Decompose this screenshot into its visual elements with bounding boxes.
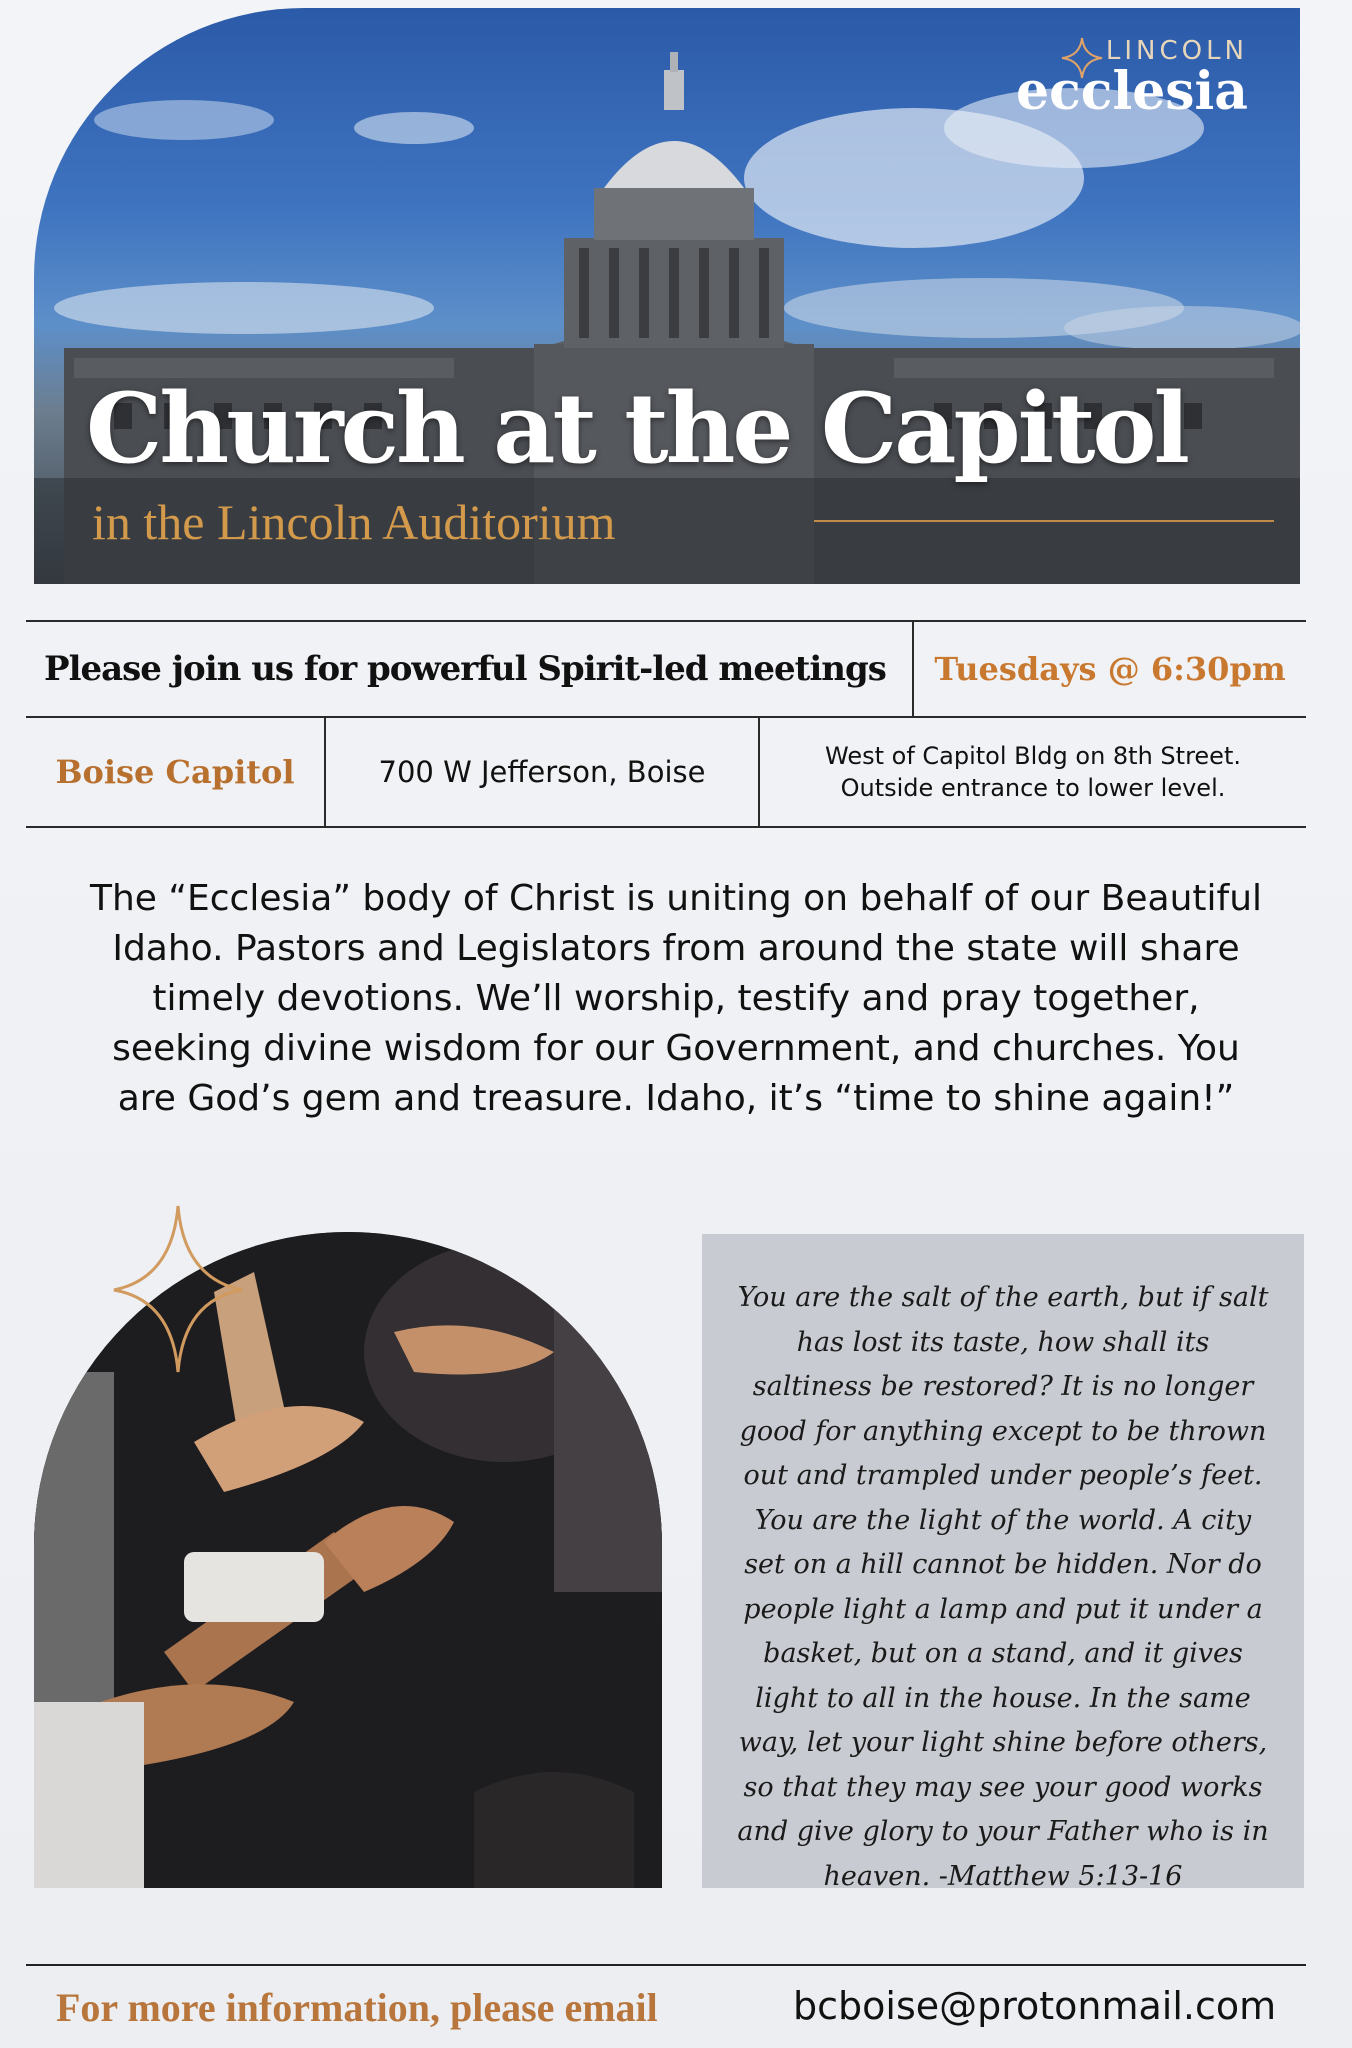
sparkle-icon bbox=[112, 1204, 244, 1374]
address: 700 W Jefferson, Boise bbox=[378, 755, 706, 789]
schedule: Tuesdays @ 6:30pm bbox=[934, 650, 1286, 688]
table-rule-bottom bbox=[26, 826, 1306, 828]
venue-cell bbox=[26, 718, 324, 826]
intro-paragraph: The “Ecclesia” body of Christ is uniting on behalf of our Beautiful Idaho. Pastors and Legislators from around the state will share timely devotions. We’ll worship, testify and pray together, seeking divine wisdom for our Government, and churches. You are God’s gem and treasure. Idaho, it’s “time to shine again!” bbox=[89, 878, 1263, 1119]
address-cell bbox=[326, 718, 758, 826]
subtitle-rule bbox=[814, 520, 1274, 522]
brand-name: ecclesia bbox=[1016, 61, 1248, 122]
scripture-quote: You are the salt of the earth, but if salt has lost its taste, how shall its saltiness be restored? It is no longer good for anything except to be thrown out and trampled under people’s feet. You are the light of the world. A city set on a hill cannot be hidden. Nor do people light a lamp and put it under a basket, but on a stand, and it gives light to all in the house. In the same way, let your light shine before others, so that they may see your good works and give glory to your Father who is in heaven. -Matthew 5:13-16 bbox=[737, 1282, 1269, 1892]
venue: Boise Capitol bbox=[55, 753, 295, 791]
hero-banner bbox=[34, 8, 1300, 584]
directions-line-1: West of Capitol Bldg on 8th Street. bbox=[825, 742, 1241, 770]
directions-line-2: Outside entrance to lower level. bbox=[840, 774, 1226, 802]
page-subtitle: in the Lincoln Auditorium bbox=[92, 494, 616, 550]
brand-top-line: LINCOLN bbox=[1105, 36, 1248, 66]
brand-logo bbox=[1016, 36, 1248, 122]
contact-label: For more information, please email bbox=[56, 1985, 658, 2030]
tagline: Please join us for powerful Spirit-led meetings bbox=[44, 649, 886, 689]
schedule-cell bbox=[914, 622, 1306, 716]
tagline-cell bbox=[44, 622, 910, 716]
contact-email-link[interactable]: bcboise@protonmail.com bbox=[793, 1984, 1277, 2028]
directions-cell bbox=[760, 718, 1306, 826]
footer-rule bbox=[26, 1964, 1306, 1966]
page-title: Church at the Capitol bbox=[86, 372, 1187, 485]
